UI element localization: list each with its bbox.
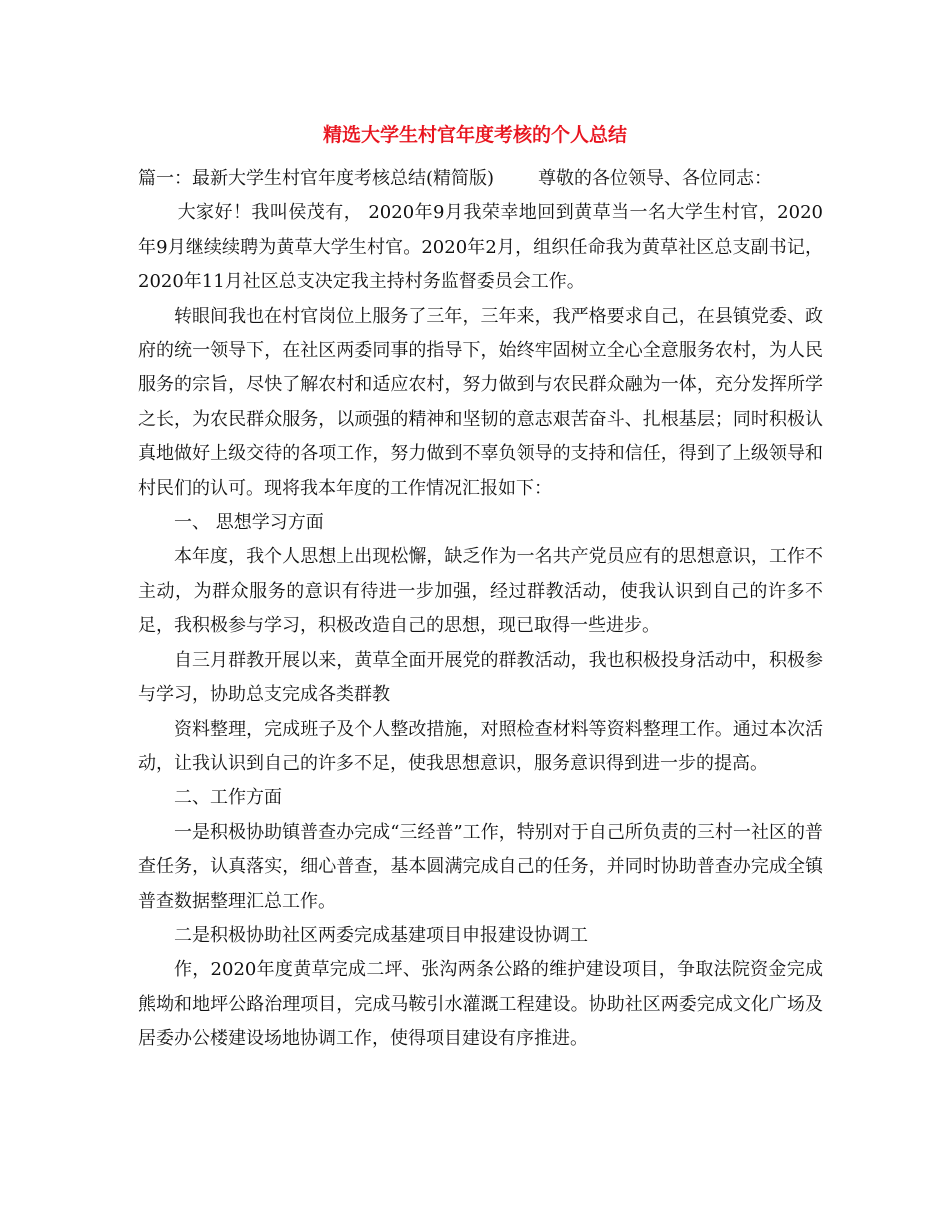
intro-line [138,162,823,196]
paragraph-projects: 作，2020年度黄草完成二坪、张沟两条公路的维护建设项目，争取法院资金完成熊坳和地坪公路治理项目，完成马鞍引水灌溉工程建设。协助社区两委完成文化广场及居委办公楼建设场地协调工作，使得项目建设有序推进。 [138,959,823,1050]
section-heading-work: 二、工作方面 [174,787,282,809]
intro-heading: 篇一：最新大学生村官年度考核总结(精简版) [138,168,495,189]
paragraph-infrastructure: 二是积极协助社区两委完成基建项目申报建设协调工 [174,924,588,946]
paragraph-materials: 资料整理，完成班子及个人整改措施，对照检查材料等资料整理工作。通过本次活动，让我认识到自己的许多不足，使我思想意识，服务意识得到进一步的提高。 [138,718,823,774]
paragraph-study: 本年度，我个人思想上出现松懈，缺乏作为一名共产党员应有的思想意识，工作不主动，为群众服务的意识有待进一步加强，经过群教活动，使我认识到自己的许多不足，我积极参与学习，积极改造自己的思想，现已取得一些进步。 [138,546,823,637]
document-title: 精选大学生村官年度考核的个人总结 [322,124,627,146]
section-heading-study: 一、 思想学习方面 [174,512,324,534]
paragraph-overview: 转眼间我也在村官岗位上服务了三年，三年来，我严格要求自己，在县镇党委、政府的统一领导下，在社区两委同事的指导下，始终牢固树立全心全意服务农村，为人民服务的宗旨，尽快了解农村和适应农村，努力做到与农民群众融为一体，充分发挥所学之长，为农民群众服务，以顽强的精神和坚韧的意志艰苦奋斗、扎根基层；同时积极认真地做好上级交待的各项工作，努力做到不辜负领导的支持和信任，得到了上级领导和村民们的认可。现将我本年度的工作情况汇报如下： [138,305,823,499]
document-body [138,162,823,1057]
paragraph-greeting: 大家好！我叫侯茂有， 2020年9月我荣幸地回到黄草当一名大学生村官，2020年9月继续续聘为黄草大学生村官。2020年2月，组织任命我为黄草社区总支副书记，2020年11月社区总支决定我主持村务监督委员会工作。 [138,202,823,293]
paragraph-census: 一是积极协助镇普查办完成“三经普”工作，特别对于自己所负责的三村一社区的普查任务，认真落实，细心普查，基本圆满完成自己的任务，并同时协助普查办完成全镇普查数据整理汇总工作。 [138,821,823,912]
salutation: 尊敬的各位领导、各位同志： [538,168,773,189]
paragraph-campaign: 自三月群教开展以来，黄草全面开展党的群教活动，我也积极投身活动中，积极参与学习，协助总支完成各类群教 [138,649,823,706]
